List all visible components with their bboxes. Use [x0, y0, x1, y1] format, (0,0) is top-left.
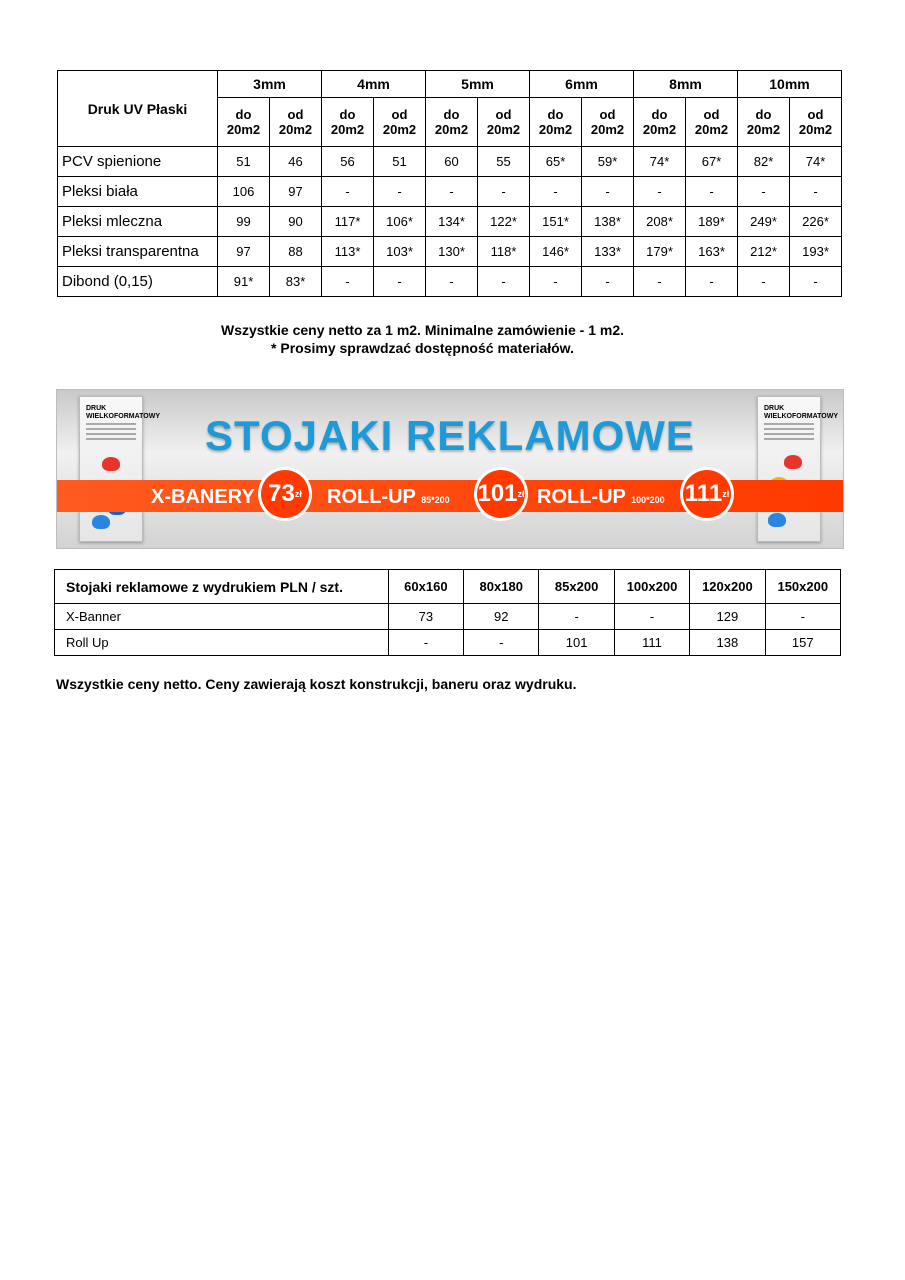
thickness-header: 3mm — [218, 71, 322, 98]
subheader-line: 20m2 — [486, 122, 521, 137]
price-cell: 129 — [690, 604, 765, 630]
price-cell: 73 — [388, 604, 463, 630]
price-cell: 59* — [582, 147, 634, 177]
price-cell: 99 — [218, 207, 270, 237]
price-cell: 51 — [218, 147, 270, 177]
price-cell: 226* — [790, 207, 842, 237]
quantity-subheader — [270, 98, 322, 147]
banner-item-label: X-BANERY — [151, 486, 255, 508]
price-cell: 249* — [738, 207, 790, 237]
price-cell: - — [790, 177, 842, 207]
price-cell: 51 — [374, 147, 426, 177]
table-row — [58, 177, 842, 207]
price-cell: 151* — [530, 207, 582, 237]
price-cell: 101 — [539, 630, 614, 656]
banner-price-badge: $101^{zł}$ — [477, 470, 525, 518]
thickness-header: 10mm — [738, 71, 842, 98]
thickness-header: 6mm — [530, 71, 634, 98]
price-cell: - — [634, 267, 686, 297]
thickness-header: 8mm — [634, 71, 738, 98]
size-header: 85x200 — [539, 570, 614, 604]
subheader-line: do — [651, 107, 668, 122]
material-label: Pleksi transparentna — [58, 237, 218, 267]
subheader-line: od — [807, 107, 824, 122]
subheader-line: 20m2 — [538, 122, 573, 137]
stand-title: DRUK WIELKOFORMATOWY — [764, 405, 839, 420]
size-header: 100x200 — [614, 570, 689, 604]
table-row — [58, 267, 842, 297]
price-cell: - — [322, 267, 374, 297]
price-cell: 97 — [270, 177, 322, 207]
price-cell: - — [374, 177, 426, 207]
subheader-line: 20m2 — [382, 122, 417, 137]
quantity-subheader — [218, 98, 270, 147]
price-cell: 208* — [634, 207, 686, 237]
subheader-line: od — [391, 107, 408, 122]
price-cell: - — [478, 177, 530, 207]
banner-item-label: ROLL-UP 85*200 — [327, 486, 450, 508]
price-cell: 138* — [582, 207, 634, 237]
price-cell: 56 — [322, 147, 374, 177]
price-cell: 117* — [322, 207, 374, 237]
price-cell: 146* — [530, 237, 582, 267]
size-header: 150x200 — [765, 570, 840, 604]
price-note: Wszystkie ceny netto za 1 m2. Minimalne zamówienie - 1 m2. — [220, 322, 625, 338]
quantity-subheader — [738, 98, 790, 147]
subheader-line: 20m2 — [278, 122, 313, 137]
quantity-subheader — [322, 98, 374, 147]
subheader-line: od — [287, 107, 304, 122]
table-row — [58, 147, 842, 177]
footer-note: Wszystkie ceny netto. Ceny zawierają koszt konstrukcji, baneru oraz wydruku. — [56, 676, 577, 692]
table-row — [55, 630, 841, 656]
price-cell: 189* — [686, 207, 738, 237]
stand-title: DRUK WIELKOFORMATOWY — [86, 405, 161, 420]
butterfly-icon — [768, 513, 786, 527]
price-cell: - — [790, 267, 842, 297]
price-cell: - — [426, 267, 478, 297]
price-cell: - — [765, 604, 840, 630]
material-label: Dibond (0,15) — [58, 267, 218, 297]
price-cell: 212* — [738, 237, 790, 267]
subheader-line: od — [495, 107, 512, 122]
price-cell: - — [374, 267, 426, 297]
quantity-subheader — [478, 98, 530, 147]
price-cell: 74* — [634, 147, 686, 177]
price-cell: 106* — [374, 207, 426, 237]
quantity-subheader — [426, 98, 478, 147]
price-cell: 179* — [634, 237, 686, 267]
price-cell: 113* — [322, 237, 374, 267]
subheader-line: do — [443, 107, 460, 122]
banner-price-badge: $111^{zł}$ — [683, 470, 731, 518]
price-cell: 157 — [765, 630, 840, 656]
price-cell: 74* — [790, 147, 842, 177]
quantity-subheader — [686, 98, 738, 147]
price-cell: - — [478, 267, 530, 297]
material-label: Pleksi mleczna — [58, 207, 218, 237]
size-header: 120x200 — [690, 570, 765, 604]
material-label: PCV spienione — [58, 147, 218, 177]
subheader-line: 20m2 — [642, 122, 677, 137]
subheader-line: 20m2 — [434, 122, 469, 137]
subheader-line: 20m2 — [694, 122, 729, 137]
stand-table-title: Stojaki reklamowe z wydrukiem PLN / szt. — [55, 570, 389, 604]
table-row — [55, 604, 841, 630]
stand-price-table — [54, 569, 841, 656]
price-cell: - — [582, 267, 634, 297]
quantity-subheader — [582, 98, 634, 147]
price-cell: - — [322, 177, 374, 207]
price-cell: 103* — [374, 237, 426, 267]
price-cell: - — [738, 267, 790, 297]
price-cell: 193* — [790, 237, 842, 267]
price-cell: - — [738, 177, 790, 207]
price-cell: - — [582, 177, 634, 207]
price-cell: 67* — [686, 147, 738, 177]
price-cell: 82* — [738, 147, 790, 177]
butterfly-icon — [92, 515, 110, 529]
price-cell: 133* — [582, 237, 634, 267]
quantity-subheader — [634, 98, 686, 147]
price-cell: 92 — [464, 604, 539, 630]
price-cell: 60 — [426, 147, 478, 177]
table-row — [58, 237, 842, 267]
price-cell: 88 — [270, 237, 322, 267]
price-cell: 163* — [686, 237, 738, 267]
thickness-header: 5mm — [426, 71, 530, 98]
price-cell: 118* — [478, 237, 530, 267]
price-cell: 111 — [614, 630, 689, 656]
price-cell: 65* — [530, 147, 582, 177]
price-cell: 130* — [426, 237, 478, 267]
price-cell: - — [530, 177, 582, 207]
size-header: 80x180 — [464, 570, 539, 604]
subheader-line: od — [703, 107, 720, 122]
subheader-line: 20m2 — [798, 122, 833, 137]
price-cell: - — [686, 177, 738, 207]
subheader-line: 20m2 — [590, 122, 625, 137]
subheader-line: 20m2 — [746, 122, 781, 137]
price-cell: - — [464, 630, 539, 656]
subheader-line: od — [599, 107, 616, 122]
quantity-subheader — [374, 98, 426, 147]
subheader-line: do — [235, 107, 252, 122]
price-cell: 55 — [478, 147, 530, 177]
subheader-line: do — [755, 107, 772, 122]
subheader-line: 20m2 — [330, 122, 365, 137]
price-cell: - — [426, 177, 478, 207]
price-cell: 106 — [218, 177, 270, 207]
size-header: 60x160 — [388, 570, 463, 604]
uv-print-price-table — [57, 70, 842, 297]
price-cell: 138 — [690, 630, 765, 656]
material-label: Pleksi biała — [58, 177, 218, 207]
quantity-subheader — [530, 98, 582, 147]
price-cell: - — [634, 177, 686, 207]
price-cell: - — [686, 267, 738, 297]
stand-type-label: X-Banner — [55, 604, 389, 630]
subheader-line: 20m2 — [226, 122, 261, 137]
quantity-subheader — [790, 98, 842, 147]
advertising-stands-banner — [56, 389, 844, 549]
price-cell: 122* — [478, 207, 530, 237]
stand-type-label: Roll Up — [55, 630, 389, 656]
banner-headline: STOJAKI REKLAMOWE — [205, 412, 695, 459]
price-cell: 90 — [270, 207, 322, 237]
table-row — [58, 207, 842, 237]
subheader-line: do — [339, 107, 356, 122]
price-cell: 46 — [270, 147, 322, 177]
banner-item-label: ROLL-UP 100*200 — [537, 486, 665, 508]
banner-price-badge: $73^{zł}$ — [261, 470, 309, 518]
price-cell: - — [388, 630, 463, 656]
price-cell: - — [539, 604, 614, 630]
price-cell: - — [614, 604, 689, 630]
price-cell: 97 — [218, 237, 270, 267]
thickness-header: 4mm — [322, 71, 426, 98]
price-cell: - — [530, 267, 582, 297]
price-cell: 91* — [218, 267, 270, 297]
uv-table-title: Druk UV Płaski — [58, 71, 218, 147]
subheader-line: do — [547, 107, 564, 122]
price-cell: 83* — [270, 267, 322, 297]
price-cell: 134* — [426, 207, 478, 237]
availability-note: * Prosimy sprawdzać dostępność materiałów. — [271, 340, 574, 356]
